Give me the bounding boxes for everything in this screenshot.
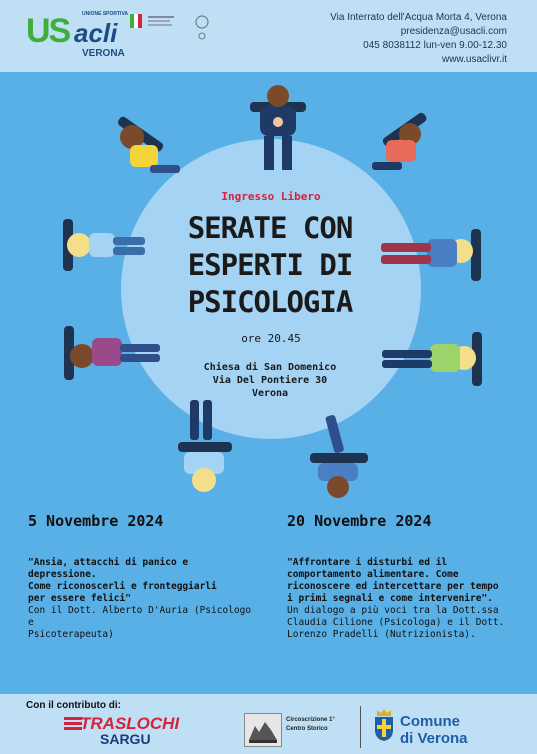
- title-line-2: ESPERTI DI: [187, 248, 353, 282]
- session-2-description: [287, 557, 517, 641]
- session-1-speaker-2: Psicoterapeuta): [28, 629, 114, 640]
- circoscrizione-line-2: Centro Storico: [286, 726, 328, 732]
- session-2-topic-1: "Affrontare i disturbi ed il: [287, 557, 448, 568]
- session-2-topic-2: comportamento alimentare. Come: [287, 569, 459, 580]
- logo-acli-text: acli: [74, 18, 118, 48]
- session-2-topic-4: i primi segnali e come intervenire".: [287, 593, 493, 604]
- session-2-date: 20 Novembre 2024: [287, 512, 432, 530]
- session-2-speaker-3: Lorenzo Pradelli (Nutrizionista).: [287, 629, 476, 640]
- traslochi-logo-text: TRASLOCHI: [80, 714, 180, 733]
- person-topleft-illustration: [110, 115, 190, 195]
- sponsor-label: Con il contributo di:: [26, 700, 121, 711]
- session-1-topic-1: "Ansia, attacchi di panico e depressione.: [28, 557, 189, 580]
- session-1-topic-2: Come riconoscerli e fronteggiarli: [28, 581, 217, 592]
- event-title: [160, 210, 380, 321]
- person-bottomleft-illustration: [170, 400, 240, 495]
- person-bottomright-illustration: [300, 415, 380, 500]
- title-line-1: SERATE CON: [187, 211, 353, 245]
- person-topright-illustration: [366, 110, 436, 190]
- website-text: www.usaclivr.it: [441, 54, 507, 65]
- venue-line-3: Verona: [251, 388, 289, 399]
- comune-line-2: di Verona: [400, 730, 468, 747]
- email-text: presidenza@usacli.com: [400, 26, 507, 37]
- sargu-logo-text: SARGU: [100, 731, 151, 747]
- person-right-illustration: [377, 225, 487, 285]
- logo-unione-text: UNIONE SPORTIVA: [82, 11, 129, 17]
- footer-divider: [360, 706, 361, 748]
- circoscrizione-text: [286, 716, 335, 734]
- person-lowerright-illustration: [378, 328, 488, 390]
- comune-verona-text: [400, 713, 468, 747]
- session-2-speaker-1: Un dialogo a più voci tra la Dott.ssa: [287, 605, 499, 616]
- title-line-3: PSICOLOGIA: [187, 285, 353, 319]
- verona-crest-icon: [373, 708, 395, 742]
- phone-text: 045 8038112 lun-ven 9.00-12.30: [363, 40, 507, 51]
- logo-verona-text: VERONA: [82, 48, 125, 59]
- address-text: Via Interrato dell'Acqua Morta 4, Verona: [330, 12, 507, 23]
- venue-line-1: Chiesa di San Domenico: [203, 362, 337, 373]
- session-1-speaker-1: Con il Dott. Alberto D'Auria (Psicologo e: [28, 605, 252, 628]
- free-entry-label: Ingresso Libero: [221, 190, 321, 203]
- circoscrizione-line-1: Circoscrizione 1°: [286, 717, 335, 723]
- circoscrizione-emblem-icon: [244, 713, 282, 747]
- person-lowerleft-illustration: [58, 322, 168, 384]
- session-1-date: 5 Novembre 2024: [28, 512, 164, 530]
- venue-line-2: Via Del Pontiere 30: [212, 375, 328, 386]
- person-top-illustration: [248, 82, 308, 178]
- logo-us-text: US: [26, 12, 70, 50]
- session-2-speaker-2: Claudia Cilione (Psicologa) e il Dott.: [287, 617, 505, 628]
- person-left-illustration: [55, 215, 150, 275]
- event-time: ore 20.45: [241, 332, 301, 345]
- contact-block: [330, 11, 507, 67]
- session-1-topic-3: per essere felici": [28, 593, 131, 604]
- affiliation-logos: [130, 12, 220, 42]
- session-1-description: [28, 557, 253, 641]
- session-2-topic-3: riconoscere ed intercettare per tempo: [287, 581, 499, 592]
- comune-line-1: Comune: [400, 713, 460, 730]
- event-venue: [185, 361, 355, 400]
